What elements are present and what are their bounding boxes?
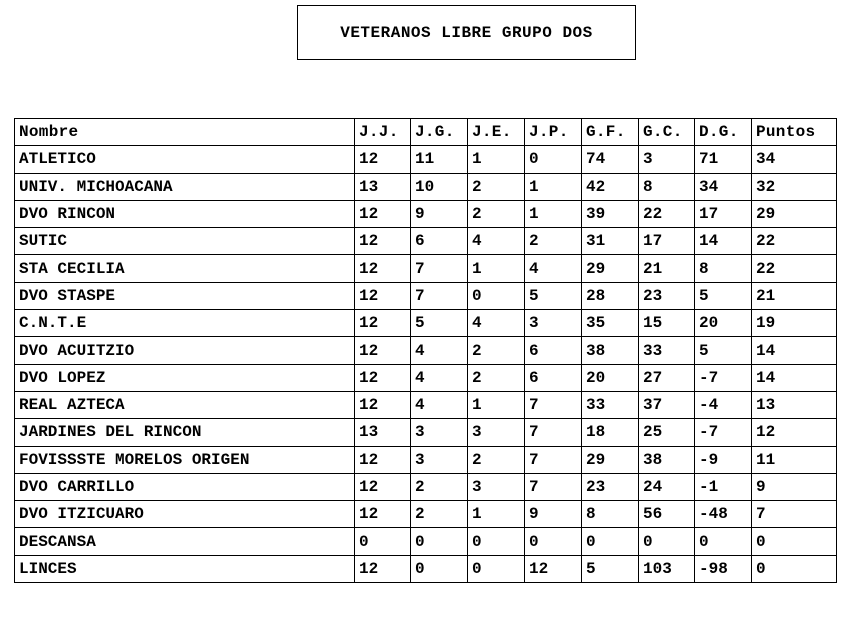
cell-games-won: 11 bbox=[411, 146, 468, 173]
cell-goal-difference: -48 bbox=[695, 501, 752, 528]
header-goals-for: G.F. bbox=[582, 119, 639, 146]
cell-games-lost: 3 bbox=[525, 310, 582, 337]
cell-games-lost: 7 bbox=[525, 446, 582, 473]
table-row bbox=[15, 255, 837, 282]
cell-goals-against: 22 bbox=[639, 200, 695, 227]
cell-games-played: 0 bbox=[355, 528, 411, 555]
cell-games-drawn: 3 bbox=[468, 473, 525, 500]
cell-games-won: 0 bbox=[411, 528, 468, 555]
cell-games-lost: 7 bbox=[525, 391, 582, 418]
cell-points: 9 bbox=[752, 473, 837, 500]
cell-games-drawn: 1 bbox=[468, 501, 525, 528]
cell-games-played: 12 bbox=[355, 228, 411, 255]
cell-goals-against: 17 bbox=[639, 228, 695, 255]
cell-goals-for: 28 bbox=[582, 282, 639, 309]
header-points: Puntos bbox=[752, 119, 837, 146]
cell-goals-for: 33 bbox=[582, 391, 639, 418]
table-row bbox=[15, 473, 837, 500]
cell-games-won: 6 bbox=[411, 228, 468, 255]
cell-games-played: 12 bbox=[355, 501, 411, 528]
cell-team-name: DVO CARRILLO bbox=[15, 473, 355, 500]
cell-goals-against: 3 bbox=[639, 146, 695, 173]
cell-games-drawn: 2 bbox=[468, 337, 525, 364]
cell-goal-difference: 5 bbox=[695, 282, 752, 309]
cell-games-lost: 6 bbox=[525, 337, 582, 364]
cell-team-name: FOVISSSTE MORELOS ORIGEN bbox=[15, 446, 355, 473]
cell-goals-against: 37 bbox=[639, 391, 695, 418]
cell-games-lost: 6 bbox=[525, 364, 582, 391]
cell-games-won: 3 bbox=[411, 419, 468, 446]
cell-goal-difference: -7 bbox=[695, 364, 752, 391]
cell-team-name: JARDINES DEL RINCON bbox=[15, 419, 355, 446]
cell-points: 0 bbox=[752, 555, 837, 582]
table-row bbox=[15, 555, 837, 582]
cell-goals-for: 0 bbox=[582, 528, 639, 555]
cell-goal-difference: 0 bbox=[695, 528, 752, 555]
cell-points: 21 bbox=[752, 282, 837, 309]
cell-team-name: DVO ACUITZIO bbox=[15, 337, 355, 364]
cell-goal-difference: 71 bbox=[695, 146, 752, 173]
cell-goals-for: 31 bbox=[582, 228, 639, 255]
cell-goals-for: 29 bbox=[582, 446, 639, 473]
header-games-played: J.J. bbox=[355, 119, 411, 146]
cell-games-drawn: 2 bbox=[468, 446, 525, 473]
cell-games-won: 7 bbox=[411, 255, 468, 282]
table-row bbox=[15, 419, 837, 446]
cell-games-won: 4 bbox=[411, 337, 468, 364]
cell-team-name: UNIV. MICHOACANA bbox=[15, 173, 355, 200]
cell-goals-for: 18 bbox=[582, 419, 639, 446]
cell-games-lost: 2 bbox=[525, 228, 582, 255]
cell-goals-for: 29 bbox=[582, 255, 639, 282]
cell-games-won: 9 bbox=[411, 200, 468, 227]
cell-team-name: DESCANSA bbox=[15, 528, 355, 555]
header-goal-difference: D.G. bbox=[695, 119, 752, 146]
cell-goal-difference: 20 bbox=[695, 310, 752, 337]
cell-points: 11 bbox=[752, 446, 837, 473]
cell-games-played: 13 bbox=[355, 173, 411, 200]
cell-games-drawn: 2 bbox=[468, 364, 525, 391]
cell-goals-for: 35 bbox=[582, 310, 639, 337]
cell-games-drawn: 1 bbox=[468, 391, 525, 418]
cell-games-drawn: 1 bbox=[468, 146, 525, 173]
cell-goal-difference: -1 bbox=[695, 473, 752, 500]
cell-goals-for: 23 bbox=[582, 473, 639, 500]
cell-games-drawn: 2 bbox=[468, 173, 525, 200]
cell-games-played: 12 bbox=[355, 310, 411, 337]
cell-games-played: 12 bbox=[355, 555, 411, 582]
cell-points: 12 bbox=[752, 419, 837, 446]
table-row bbox=[15, 282, 837, 309]
table-row bbox=[15, 173, 837, 200]
cell-team-name: C.N.T.E bbox=[15, 310, 355, 337]
cell-games-drawn: 0 bbox=[468, 555, 525, 582]
cell-games-lost: 7 bbox=[525, 473, 582, 500]
cell-games-lost: 7 bbox=[525, 419, 582, 446]
table-row bbox=[15, 228, 837, 255]
cell-points: 14 bbox=[752, 364, 837, 391]
cell-games-played: 12 bbox=[355, 200, 411, 227]
cell-games-played: 12 bbox=[355, 391, 411, 418]
header-games-drawn: J.E. bbox=[468, 119, 525, 146]
cell-goals-against: 56 bbox=[639, 501, 695, 528]
cell-games-lost: 0 bbox=[525, 146, 582, 173]
cell-games-lost: 1 bbox=[525, 173, 582, 200]
cell-team-name: ATLETICO bbox=[15, 146, 355, 173]
cell-games-played: 12 bbox=[355, 364, 411, 391]
standings-table bbox=[14, 118, 837, 583]
cell-games-played: 12 bbox=[355, 473, 411, 500]
cell-goal-difference: 5 bbox=[695, 337, 752, 364]
cell-goals-against: 38 bbox=[639, 446, 695, 473]
table-row bbox=[15, 200, 837, 227]
cell-games-played: 12 bbox=[355, 337, 411, 364]
cell-points: 19 bbox=[752, 310, 837, 337]
cell-points: 34 bbox=[752, 146, 837, 173]
cell-team-name: SUTIC bbox=[15, 228, 355, 255]
cell-games-lost: 12 bbox=[525, 555, 582, 582]
cell-points: 7 bbox=[752, 501, 837, 528]
cell-goals-for: 5 bbox=[582, 555, 639, 582]
cell-goals-against: 0 bbox=[639, 528, 695, 555]
cell-games-won: 4 bbox=[411, 391, 468, 418]
header-row bbox=[15, 119, 837, 146]
table-body bbox=[15, 146, 837, 583]
cell-games-played: 12 bbox=[355, 282, 411, 309]
cell-games-lost: 0 bbox=[525, 528, 582, 555]
cell-games-won: 0 bbox=[411, 555, 468, 582]
cell-games-drawn: 4 bbox=[468, 310, 525, 337]
cell-goals-against: 21 bbox=[639, 255, 695, 282]
header-goals-against: G.C. bbox=[639, 119, 695, 146]
cell-goals-against: 25 bbox=[639, 419, 695, 446]
header-team-name: Nombre bbox=[15, 119, 355, 146]
cell-games-won: 10 bbox=[411, 173, 468, 200]
cell-games-played: 12 bbox=[355, 446, 411, 473]
cell-team-name: STA CECILIA bbox=[15, 255, 355, 282]
cell-games-drawn: 2 bbox=[468, 200, 525, 227]
cell-goal-difference: -9 bbox=[695, 446, 752, 473]
header-games-won: J.G. bbox=[411, 119, 468, 146]
page-title: VETERANOS LIBRE GRUPO DOS bbox=[297, 5, 636, 60]
table-row bbox=[15, 310, 837, 337]
cell-goal-difference: 8 bbox=[695, 255, 752, 282]
cell-team-name: DVO STASPE bbox=[15, 282, 355, 309]
cell-points: 29 bbox=[752, 200, 837, 227]
cell-goal-difference: 17 bbox=[695, 200, 752, 227]
cell-goals-against: 15 bbox=[639, 310, 695, 337]
cell-goals-for: 38 bbox=[582, 337, 639, 364]
cell-goals-against: 33 bbox=[639, 337, 695, 364]
cell-team-name: LINCES bbox=[15, 555, 355, 582]
cell-goals-for: 8 bbox=[582, 501, 639, 528]
cell-games-lost: 4 bbox=[525, 255, 582, 282]
cell-games-won: 5 bbox=[411, 310, 468, 337]
cell-team-name: DVO RINCON bbox=[15, 200, 355, 227]
cell-games-lost: 1 bbox=[525, 200, 582, 227]
cell-goals-for: 42 bbox=[582, 173, 639, 200]
cell-games-won: 2 bbox=[411, 501, 468, 528]
cell-goal-difference: -7 bbox=[695, 419, 752, 446]
cell-points: 32 bbox=[752, 173, 837, 200]
cell-points: 0 bbox=[752, 528, 837, 555]
cell-team-name: REAL AZTECA bbox=[15, 391, 355, 418]
cell-goal-difference: 34 bbox=[695, 173, 752, 200]
table-row bbox=[15, 501, 837, 528]
cell-games-played: 12 bbox=[355, 255, 411, 282]
cell-games-drawn: 3 bbox=[468, 419, 525, 446]
cell-points: 13 bbox=[752, 391, 837, 418]
cell-games-played: 13 bbox=[355, 419, 411, 446]
cell-goals-against: 27 bbox=[639, 364, 695, 391]
cell-goals-for: 39 bbox=[582, 200, 639, 227]
cell-games-won: 7 bbox=[411, 282, 468, 309]
cell-goals-against: 24 bbox=[639, 473, 695, 500]
cell-team-name: DVO LOPEZ bbox=[15, 364, 355, 391]
cell-games-played: 12 bbox=[355, 146, 411, 173]
cell-games-drawn: 0 bbox=[468, 528, 525, 555]
cell-games-lost: 5 bbox=[525, 282, 582, 309]
cell-goals-against: 23 bbox=[639, 282, 695, 309]
cell-games-drawn: 0 bbox=[468, 282, 525, 309]
cell-goal-difference: 14 bbox=[695, 228, 752, 255]
cell-games-drawn: 1 bbox=[468, 255, 525, 282]
table-row bbox=[15, 446, 837, 473]
cell-games-lost: 9 bbox=[525, 501, 582, 528]
table-row bbox=[15, 337, 837, 364]
cell-games-won: 3 bbox=[411, 446, 468, 473]
cell-games-won: 2 bbox=[411, 473, 468, 500]
cell-goals-against: 103 bbox=[639, 555, 695, 582]
cell-points: 22 bbox=[752, 228, 837, 255]
cell-team-name: DVO ITZICUARO bbox=[15, 501, 355, 528]
cell-goals-for: 20 bbox=[582, 364, 639, 391]
cell-points: 22 bbox=[752, 255, 837, 282]
header-games-lost: J.P. bbox=[525, 119, 582, 146]
table-row bbox=[15, 364, 837, 391]
table-row bbox=[15, 146, 837, 173]
table-row bbox=[15, 391, 837, 418]
cell-goals-for: 74 bbox=[582, 146, 639, 173]
cell-points: 14 bbox=[752, 337, 837, 364]
cell-goals-against: 8 bbox=[639, 173, 695, 200]
cell-goal-difference: -98 bbox=[695, 555, 752, 582]
cell-games-won: 4 bbox=[411, 364, 468, 391]
cell-games-drawn: 4 bbox=[468, 228, 525, 255]
cell-goal-difference: -4 bbox=[695, 391, 752, 418]
table-row bbox=[15, 528, 837, 555]
